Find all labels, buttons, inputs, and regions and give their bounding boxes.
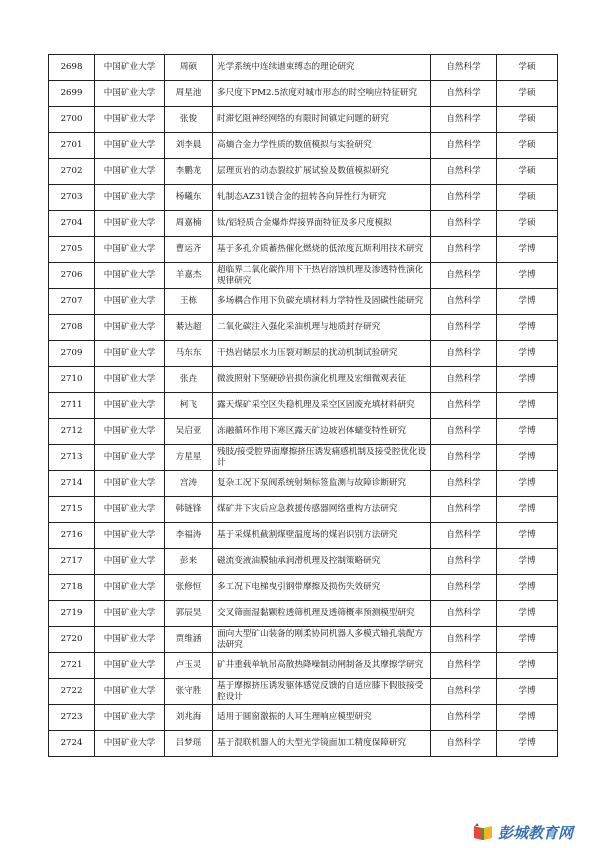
degree-type: 学硕 xyxy=(497,55,558,81)
subject-category: 自然科学 xyxy=(431,575,497,601)
record-id: 2708 xyxy=(49,315,95,341)
school-name: 中国矿业大学 xyxy=(95,601,165,627)
subject-category: 自然科学 xyxy=(431,627,497,653)
student-name: 王栋 xyxy=(165,289,213,315)
student-name: 周硕 xyxy=(165,55,213,81)
degree-type: 学博 xyxy=(497,393,558,419)
table-row xyxy=(49,627,558,653)
school-name: 中国矿业大学 xyxy=(95,211,165,237)
subject-category: 自然科学 xyxy=(431,185,497,211)
degree-type: 学硕 xyxy=(497,107,558,133)
table-row xyxy=(49,341,558,367)
record-id: 2719 xyxy=(49,601,95,627)
table-row xyxy=(49,237,558,263)
subject-category: 自然科学 xyxy=(431,55,497,81)
subject-category: 自然科学 xyxy=(431,601,497,627)
table-body xyxy=(49,55,558,757)
student-name: 贾维涵 xyxy=(165,627,213,653)
school-name: 中国矿业大学 xyxy=(95,549,165,575)
record-id: 2713 xyxy=(49,445,95,471)
thesis-title: 微波照射下坚硬砂岩损伤演化机理及宏细微观表征 xyxy=(213,367,431,393)
school-name: 中国矿业大学 xyxy=(95,263,165,289)
table-row xyxy=(49,289,558,315)
table-row xyxy=(49,731,558,757)
thesis-list-table xyxy=(48,54,558,757)
subject-category: 自然科学 xyxy=(431,653,497,679)
degree-type: 学博 xyxy=(497,705,558,731)
student-name: 张守胜 xyxy=(165,679,213,705)
student-name: 方星星 xyxy=(165,445,213,471)
table-row xyxy=(49,523,558,549)
subject-category: 自然科学 xyxy=(431,107,497,133)
subject-category: 自然科学 xyxy=(431,367,497,393)
subject-category: 自然科学 xyxy=(431,159,497,185)
table-row xyxy=(49,419,558,445)
school-name: 中国矿业大学 xyxy=(95,133,165,159)
subject-category: 自然科学 xyxy=(431,211,497,237)
thesis-title: 二氧化碳注入强化采油机理与地质封存研究 xyxy=(213,315,431,341)
school-name: 中国矿业大学 xyxy=(95,731,165,757)
record-id: 2720 xyxy=(49,627,95,653)
record-id: 2705 xyxy=(49,237,95,263)
table-row xyxy=(49,679,558,705)
table-row xyxy=(49,107,558,133)
record-id: 2714 xyxy=(49,471,95,497)
record-id: 2723 xyxy=(49,705,95,731)
table-row xyxy=(49,367,558,393)
table-row xyxy=(49,575,558,601)
student-name: 郭辰昊 xyxy=(165,601,213,627)
subject-category: 自然科学 xyxy=(431,471,497,497)
thesis-title: 基于混联机器人的大型光学镜面加工精度保障研究 xyxy=(213,731,431,757)
thesis-title: 矿井重载单轨吊高散热降噪制动闸制备及其摩擦学研究 xyxy=(213,653,431,679)
student-name: 马东东 xyxy=(165,341,213,367)
thesis-title: 基于多孔介质蓄热催化燃烧的低浓度瓦斯利用技术研究 xyxy=(213,237,431,263)
school-name: 中国矿业大学 xyxy=(95,705,165,731)
student-name: 杨曦东 xyxy=(165,185,213,211)
thesis-title: 残肢/接受腔界面摩擦挤压诱发痛感机制及接受腔优化设计 xyxy=(213,445,431,471)
degree-type: 学博 xyxy=(497,627,558,653)
school-name: 中国矿业大学 xyxy=(95,289,165,315)
student-name: 吴启亚 xyxy=(165,419,213,445)
record-id: 2718 xyxy=(49,575,95,601)
school-name: 中国矿业大学 xyxy=(95,159,165,185)
school-name: 中国矿业大学 xyxy=(95,445,165,471)
degree-type: 学博 xyxy=(497,263,558,289)
thesis-title: 磁流变液油膜轴承润滑机理及控制策略研究 xyxy=(213,549,431,575)
thesis-title: 多场耦合作用下负碳充填材料力学特性及固碳性能研究 xyxy=(213,289,431,315)
table-row xyxy=(49,55,558,81)
degree-type: 学硕 xyxy=(497,211,558,237)
student-name: 卢玉灵 xyxy=(165,653,213,679)
watermark-text: 彭城教育网 xyxy=(498,823,574,842)
table-row xyxy=(49,315,558,341)
record-id: 2706 xyxy=(49,263,95,289)
degree-type: 学博 xyxy=(497,731,558,757)
school-name: 中国矿业大学 xyxy=(95,523,165,549)
degree-type: 学博 xyxy=(497,289,558,315)
table-row xyxy=(49,471,558,497)
school-name: 中国矿业大学 xyxy=(95,237,165,263)
subject-category: 自然科学 xyxy=(431,133,497,159)
thesis-title: 基于摩擦挤压诱发躯体感觉反馈的自适应膝下假肢接受腔设计 xyxy=(213,679,431,705)
subject-category: 自然科学 xyxy=(431,289,497,315)
school-name: 中国矿业大学 xyxy=(95,55,165,81)
thesis-title: 干热岩储层水力压裂对断层的扰动机制试验研究 xyxy=(213,341,431,367)
degree-type: 学博 xyxy=(497,419,558,445)
degree-type: 学硕 xyxy=(497,133,558,159)
degree-type: 学博 xyxy=(497,549,558,575)
thesis-title: 轧制态AZ31镁合金的扭转各向异性行为研究 xyxy=(213,185,431,211)
school-name: 中国矿业大学 xyxy=(95,393,165,419)
school-name: 中国矿业大学 xyxy=(95,107,165,133)
student-name: 张俊 xyxy=(165,107,213,133)
record-id: 2698 xyxy=(49,55,95,81)
record-id: 2703 xyxy=(49,185,95,211)
student-name: 周星池 xyxy=(165,81,213,107)
subject-category: 自然科学 xyxy=(431,497,497,523)
record-id: 2721 xyxy=(49,653,95,679)
table-row xyxy=(49,133,558,159)
student-name: 张修恒 xyxy=(165,575,213,601)
thesis-title: 超临界二氧化碳作用下干热岩溶蚀机理及渗透特性演化规律研究 xyxy=(213,263,431,289)
student-name: 曹运齐 xyxy=(165,237,213,263)
subject-category: 自然科学 xyxy=(431,523,497,549)
subject-category: 自然科学 xyxy=(431,315,497,341)
table-row xyxy=(49,159,558,185)
record-id: 2701 xyxy=(49,133,95,159)
student-name: 彭来 xyxy=(165,549,213,575)
subject-category: 自然科学 xyxy=(431,81,497,107)
thesis-title: 适用于圆窗激振的人耳生理响应模型研究 xyxy=(213,705,431,731)
table-row xyxy=(49,653,558,679)
thesis-title: 交叉筛面湿黏颗粒透筛机理及透筛概率预测模型研究 xyxy=(213,601,431,627)
student-name: 李鹏龙 xyxy=(165,159,213,185)
record-id: 2711 xyxy=(49,393,95,419)
degree-type: 学博 xyxy=(497,523,558,549)
record-id: 2707 xyxy=(49,289,95,315)
thesis-title: 露天煤矿采空区失稳机理及采空区固废充填材料研究 xyxy=(213,393,431,419)
degree-type: 学博 xyxy=(497,679,558,705)
record-id: 2717 xyxy=(49,549,95,575)
school-name: 中国矿业大学 xyxy=(95,471,165,497)
school-name: 中国矿业大学 xyxy=(95,679,165,705)
degree-type: 学博 xyxy=(497,497,558,523)
degree-type: 学博 xyxy=(497,601,558,627)
degree-type: 学博 xyxy=(497,575,558,601)
student-name: 李福涛 xyxy=(165,523,213,549)
school-name: 中国矿业大学 xyxy=(95,653,165,679)
school-name: 中国矿业大学 xyxy=(95,497,165,523)
thesis-title: 光学系统中连续谱束缚态的理论研究 xyxy=(213,55,431,81)
table-row xyxy=(49,211,558,237)
thesis-title: 基于采煤机截割煤壁温度场的煤岩识别方法研究 xyxy=(213,523,431,549)
student-name: 周嘉楠 xyxy=(165,211,213,237)
school-name: 中国矿业大学 xyxy=(95,185,165,211)
table-row xyxy=(49,497,558,523)
subject-category: 自然科学 xyxy=(431,263,497,289)
subject-category: 自然科学 xyxy=(431,393,497,419)
table-row xyxy=(49,81,558,107)
thesis-title: 时滞忆阻神经网络的有限时间镇定问题的研究 xyxy=(213,107,431,133)
table-row xyxy=(49,263,558,289)
student-name: 吕梦瑶 xyxy=(165,731,213,757)
record-id: 2716 xyxy=(49,523,95,549)
student-name: 柯飞 xyxy=(165,393,213,419)
student-name: 綦达超 xyxy=(165,315,213,341)
student-name: 宫涛 xyxy=(165,471,213,497)
school-name: 中国矿业大学 xyxy=(95,575,165,601)
thesis-title: 层理页岩的动态裂纹扩展试验及数值模拟研究 xyxy=(213,159,431,185)
table-row xyxy=(49,549,558,575)
thesis-title: 钛/铝轻质合金爆炸焊接界面特征及多尺度模拟 xyxy=(213,211,431,237)
table-row xyxy=(49,601,558,627)
thesis-title: 面向大型矿山装备的刚柔协同机器人多模式轴孔装配方法研究 xyxy=(213,627,431,653)
site-watermark xyxy=(472,816,600,848)
degree-type: 学博 xyxy=(497,471,558,497)
subject-category: 自然科学 xyxy=(431,705,497,731)
thesis-title: 多尺度下PM2.5浓度对城市形态的时空响应特征研究 xyxy=(213,81,431,107)
subject-category: 自然科学 xyxy=(431,549,497,575)
thesis-title: 复杂工况下泵阀系统射频标签监测与故障诊断研究 xyxy=(213,471,431,497)
subject-category: 自然科学 xyxy=(431,731,497,757)
thesis-title: 多工况下电梯曳引钢带摩擦及损伤失效研究 xyxy=(213,575,431,601)
subject-category: 自然科学 xyxy=(431,419,497,445)
student-name: 刘李晨 xyxy=(165,133,213,159)
record-id: 2710 xyxy=(49,367,95,393)
degree-type: 学硕 xyxy=(497,185,558,211)
school-name: 中国矿业大学 xyxy=(95,341,165,367)
record-id: 2704 xyxy=(49,211,95,237)
thesis-title: 冻融循环作用下寒区露天矿边坡岩体蠕变特性研究 xyxy=(213,419,431,445)
thesis-title: 煤矿井下灾后应急救援传感器网络重构方法研究 xyxy=(213,497,431,523)
table-row xyxy=(49,705,558,731)
school-name: 中国矿业大学 xyxy=(95,627,165,653)
degree-type: 学博 xyxy=(497,237,558,263)
degree-type: 学博 xyxy=(497,445,558,471)
student-name: 韩链锋 xyxy=(165,497,213,523)
subject-category: 自然科学 xyxy=(431,341,497,367)
student-name: 羊嘉杰 xyxy=(165,263,213,289)
record-id: 2700 xyxy=(49,107,95,133)
school-name: 中国矿业大学 xyxy=(95,419,165,445)
degree-type: 学硕 xyxy=(497,159,558,185)
school-name: 中国矿业大学 xyxy=(95,81,165,107)
subject-category: 自然科学 xyxy=(431,445,497,471)
degree-type: 学博 xyxy=(497,341,558,367)
student-name: 张垚 xyxy=(165,367,213,393)
record-id: 2722 xyxy=(49,679,95,705)
record-id: 2709 xyxy=(49,341,95,367)
degree-type: 学博 xyxy=(497,367,558,393)
record-id: 2699 xyxy=(49,81,95,107)
school-name: 中国矿业大学 xyxy=(95,367,165,393)
thesis-title: 高熵合金力学性质的数值模拟与实验研究 xyxy=(213,133,431,159)
student-name: 刘兆海 xyxy=(165,705,213,731)
record-id: 2712 xyxy=(49,419,95,445)
subject-category: 自然科学 xyxy=(431,679,497,705)
record-id: 2702 xyxy=(49,159,95,185)
subject-category: 自然科学 xyxy=(431,237,497,263)
degree-type: 学博 xyxy=(497,315,558,341)
table-row xyxy=(49,445,558,471)
school-name: 中国矿业大学 xyxy=(95,315,165,341)
book-logo-icon xyxy=(472,822,494,842)
record-id: 2724 xyxy=(49,731,95,757)
table-row xyxy=(49,185,558,211)
degree-type: 学硕 xyxy=(497,81,558,107)
table-row xyxy=(49,393,558,419)
degree-type: 学博 xyxy=(497,653,558,679)
record-id: 2715 xyxy=(49,497,95,523)
